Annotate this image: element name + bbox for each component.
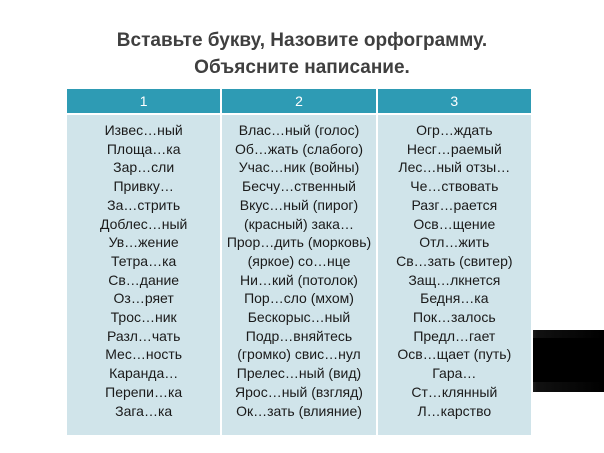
word-item: Площа…ка: [106, 140, 181, 157]
word-item: Гара…: [432, 365, 477, 382]
word-item: Об…жать (слабого): [234, 140, 363, 157]
column-header-2: 2: [221, 89, 376, 114]
word-item: Прор…дить (морковь): [226, 234, 372, 251]
word-item: Осв…щает (путь): [397, 346, 512, 363]
words-table: [65, 89, 533, 437]
word-item: Лес…ный отзы…: [398, 159, 511, 176]
word-item: Пор…сло (мхом): [244, 290, 354, 307]
column-2-cell: [221, 114, 376, 436]
word-item: Ув…жение: [108, 234, 179, 251]
word-item: Оз…ряет: [113, 290, 174, 307]
word-item: Каранда…: [109, 365, 179, 382]
word-item: Доблес…ный: [99, 215, 188, 232]
word-item: Разл…чать: [106, 327, 181, 344]
word-item: За…стрить: [107, 196, 181, 213]
column-3-cell: [377, 114, 532, 436]
title-line-1: Вставьте букву, Назовите орфограмму.: [116, 30, 488, 51]
word-item: Прелес…ный (вид): [236, 365, 362, 382]
word-item: Разг…рается: [411, 196, 498, 213]
word-item: (яркое) со…нце: [247, 252, 351, 269]
word-item: Влас…ный (голос): [238, 122, 360, 138]
word-item: Перепи…ка: [105, 383, 183, 400]
word-item: Защ…лкнется: [408, 271, 501, 288]
word-item: Предл…гает: [413, 327, 496, 344]
word-item: Ст…клянный: [411, 383, 498, 400]
word-item: Несг…раемый: [406, 140, 502, 157]
column-header-1: 1: [66, 89, 221, 114]
word-item: Трос…ник: [110, 309, 177, 326]
word-item: Огр…ждать: [416, 122, 493, 138]
title-line-2: Объясните написание.: [194, 57, 410, 78]
word-item: Бескорыс…ный: [247, 309, 351, 326]
word-item: Св…зать (свитер): [396, 252, 513, 269]
word-item: Мес…ность: [105, 346, 183, 363]
word-item: Пок…залось: [413, 309, 496, 326]
word-item: Извес…ный: [104, 122, 183, 138]
word-item: Подр…вняйтесь: [245, 327, 353, 344]
word-item: Тетра…ка: [111, 252, 177, 269]
word-item: Зага…ка: [115, 402, 173, 419]
word-item: Учас…ник (войны): [238, 159, 360, 176]
word-item: Л…карство: [417, 402, 492, 419]
word-item: Отл…жить: [419, 234, 490, 251]
column-header-3: 3: [377, 89, 532, 114]
word-item: Че…ствовать: [410, 178, 499, 195]
word-item: Ни…кий (потолок): [240, 271, 358, 288]
page-title: [0, 27, 604, 81]
table-body-row: [66, 114, 532, 436]
word-item: Бедня…ка: [420, 290, 489, 307]
word-item: Ярос…ный (взгляд): [235, 383, 363, 400]
table-header-row: [66, 89, 532, 114]
word-item: Св…дание: [108, 271, 180, 288]
word-item: Ок…зать (влияние): [236, 402, 362, 419]
column-1-cell: [66, 114, 221, 436]
word-item: Зар…сли: [113, 159, 175, 176]
word-item: Вкус…ный (пирог): [239, 196, 359, 213]
word-item: (красный) зака…: [244, 215, 354, 232]
word-item: Осв…щение: [413, 215, 496, 232]
word-item: Привку…: [113, 178, 174, 195]
word-item: (громко) свис…нул: [237, 346, 361, 363]
word-item: Бесчу…ственный: [242, 178, 356, 195]
